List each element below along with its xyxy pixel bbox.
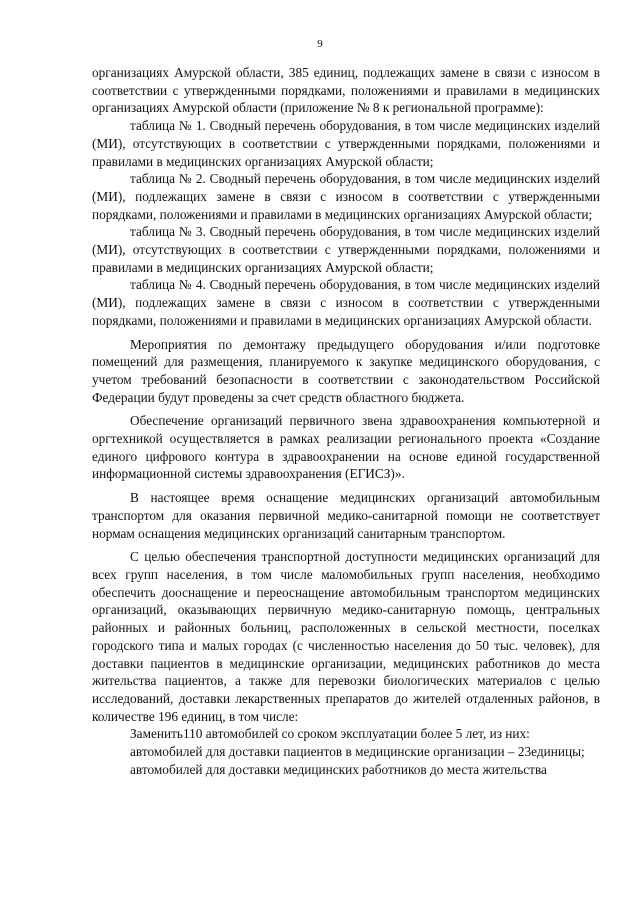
paragraph-table-4: таблица № 4. Сводный перечень оборудования, в том числе медицинских изделий (МИ), подлежащих замене в связи с износом в соответствии с утвержденными порядками, положениями и правилами в медицинских организациях Амурской области.: [92, 277, 600, 328]
paragraph-staff-vehicles: автомобилей для доставки медицинских работников до места жительства: [130, 761, 547, 777]
paragraph-dismantling: Мероприятия по демонтажу предыдущего оборудования и/или подготовке помещений для размещения, планируемого к закупке медицинского оборудования, с учетом требований безопасности в соответствии с законодательством Российской Федерации будут проведены за счет средств областного бюджета.: [92, 336, 600, 405]
paragraph-computer-equipment: Обеспечение организаций первичного звена здравоохранения компьютерной и оргтехникой осуществляется в рамках реализации регионального проекта «Создание единого цифрового контура в здравоохранении на основе единой государственной информационной системы здравоохранения (ЕГИСЗ)».: [92, 413, 600, 482]
document-body: [92, 64, 600, 778]
paragraph-replace-vehicles: Заменить110 автомобилей со сроком эксплуатации более 5 лет, из них:: [130, 726, 530, 742]
paragraph-patient-vehicles: автомобилей для доставки пациентов в медицинские организации – 23единицы;: [130, 744, 585, 760]
paragraph-table-3: таблица № 3. Сводный перечень оборудования, в том числе медицинских изделий (МИ), отсутствующих в соответствии с утвержденными порядками, положениями и правилами в медицинских организациях Амурской области;: [92, 224, 600, 275]
page-number: 9: [317, 38, 323, 50]
paragraph-table-1: таблица № 1. Сводный перечень оборудования, в том числе медицинских изделий (МИ), отсутствующих в соответствии с утвержденными порядками, положениями и правилами в медицинских организациях Амурской области;: [92, 118, 600, 169]
paragraph-transport-goal: С целью обеспечения транспортной доступности медицинских организаций для всех групп населения, в том числе маломобильных групп населения, необходимо обеспечить дооснащение и переоснащение автомобильным транспортом медицинских организаций, оказывающих первичную медико-санитарную помощь, центральных районных и районных больниц, расположенных в сельской местности, поселках городского типа и малых городах (с численностью населения до 50 тыс. человек), для доставки пациентов в медицинские организации, медицинских работников до места жительства пациентов, а также для перевозки биологических материалов с целью исследований, доставки лекарственных препаратов до жителей отдаленных районов, в количестве 196 единиц, в том числе:: [92, 549, 600, 724]
paragraph-transport-status: В настоящее время оснащение медицинских организаций автомобильным транспортом для оказания первичной медико-санитарной помощи не соответствует нормам оснащения медицинских организаций санитарным транспортом.: [92, 490, 600, 541]
paragraph-equipment-summary: организациях Амурской области, 385 единиц, подлежащих замене в связи с износом в соответствии с утвержденными порядками, положениями и правилами в медицинских организациях Амурской области (приложение № 8 к региональной программе):: [92, 65, 600, 116]
paragraph-table-2: таблица № 2. Сводный перечень оборудования, в том числе медицинских изделий (МИ), подлежащих замене в связи с износом в соответствии с утвержденными порядками, положениями и правилами в медицинских организациях Амурской области;: [92, 171, 600, 222]
